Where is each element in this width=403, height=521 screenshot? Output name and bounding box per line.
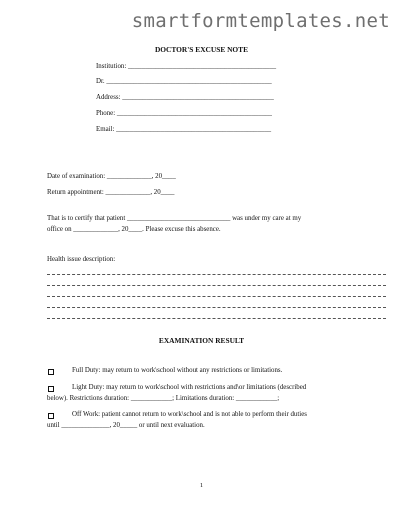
full-duty-checkbox[interactable] (48, 369, 54, 375)
institution-field[interactable]: Institution: ___________________________________________ (96, 63, 277, 70)
return-appointment-field[interactable]: Return appointment: _____________, 20____ (47, 189, 175, 196)
off-work-checkbox[interactable] (48, 413, 54, 419)
address-field[interactable]: Address: ____________________________________________ (96, 94, 274, 101)
email-field[interactable]: Email: _____________________________________________ (96, 126, 272, 133)
exam-date-field[interactable]: Date of examination: _____________, 20____ (47, 173, 176, 180)
health-issue-line-4[interactable] (47, 307, 386, 308)
full-duty-label: Full Duty: may return to work\school without any restrictions or limitations. (72, 367, 283, 374)
certify-line-2[interactable]: office on _____________, 20____. Please excuse this absence. (47, 226, 221, 233)
document-title: DOCTOR'S EXCUSE NOTE (154, 45, 249, 54)
off-work-label: Off Work: patient cannot return to work\school and is not able to perform their duties (72, 411, 307, 418)
certify-line-1[interactable]: That is to certify that patient ______________________________ was under my care at my (47, 215, 302, 222)
light-duty-checkbox[interactable] (48, 386, 54, 392)
doctor-field[interactable]: Dr. ________________________________________________ (96, 78, 272, 85)
light-duty-durations[interactable]: below). Restrictions duration: ____________; Limitations duration: ____________; (47, 395, 280, 402)
health-issue-line-5[interactable] (47, 318, 386, 319)
page-number: 1 (199, 482, 204, 489)
health-issue-line-1[interactable] (47, 274, 386, 275)
watermark: smartformtemplates.net (131, 10, 390, 32)
examination-result-heading: EXAMINATION RESULT (158, 336, 245, 345)
off-work-until[interactable]: until ______________, 20_____ or until next evaluation. (47, 422, 205, 429)
light-duty-label: Light Duty: may return to work\school with restrictions and\or limitations (described (72, 384, 307, 391)
health-issue-line-3[interactable] (47, 296, 386, 297)
health-issue-line-2[interactable] (47, 285, 386, 286)
health-issue-label: Health issue description: (47, 256, 116, 263)
phone-field[interactable]: Phone: _____________________________________________ (96, 110, 272, 117)
